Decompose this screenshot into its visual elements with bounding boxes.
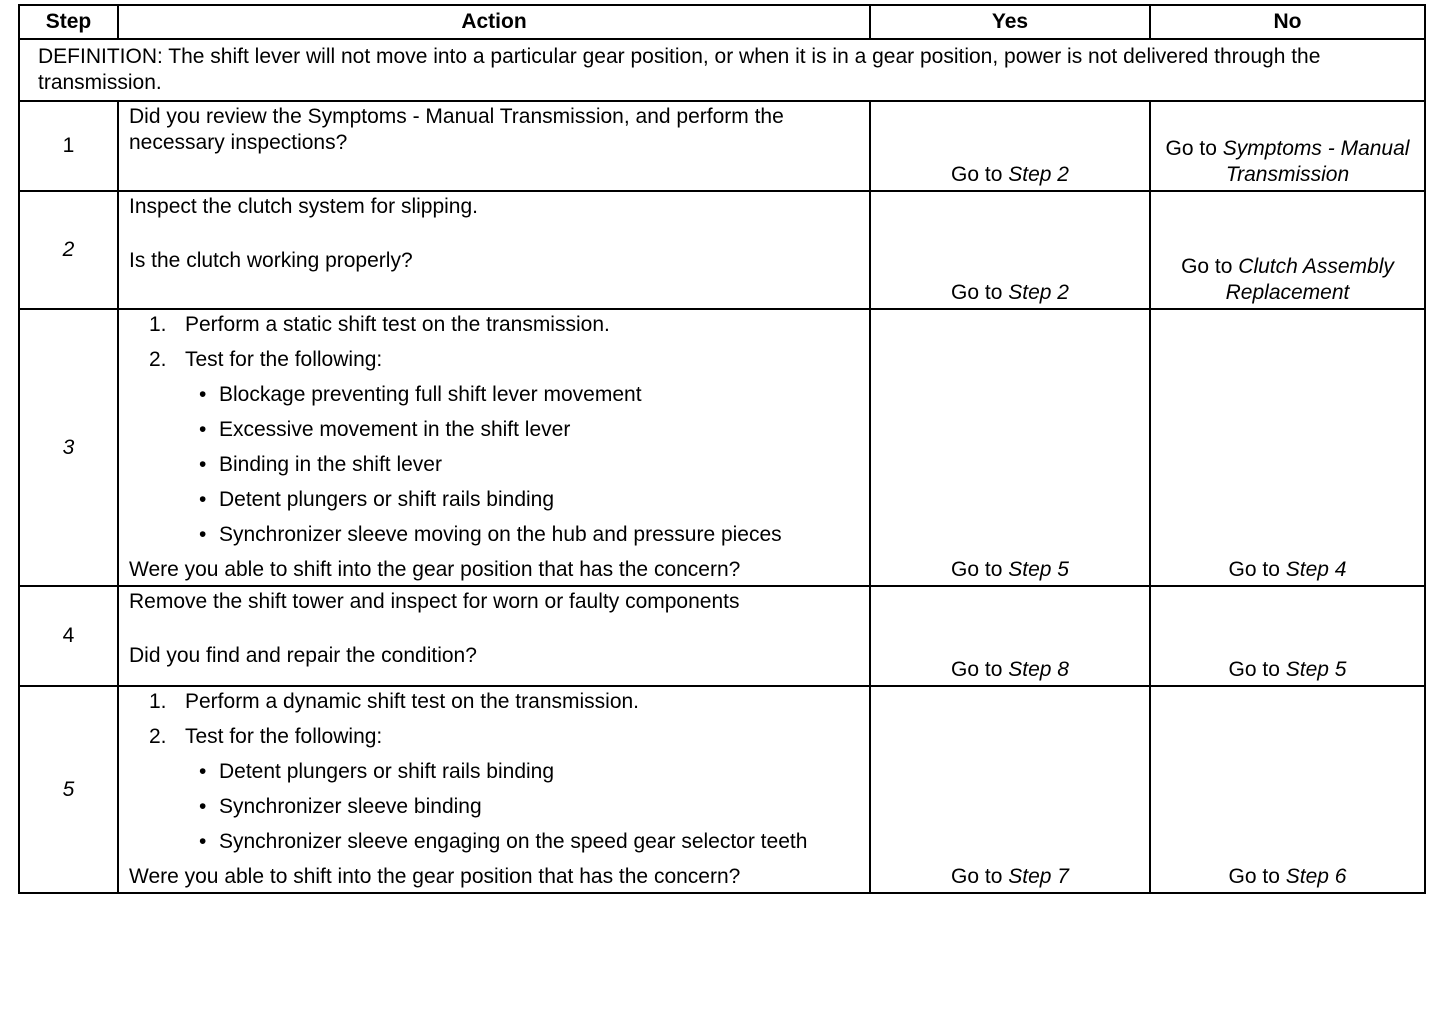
no-prefix: Go to xyxy=(1228,658,1280,681)
procedure-item xyxy=(129,689,859,715)
procedure-text: Test for the following: xyxy=(185,725,383,748)
header-step: Step xyxy=(19,5,118,39)
procedure-text: Test for the following: xyxy=(185,348,383,371)
bullet-icon: • xyxy=(199,523,207,546)
no-link[interactable]: Step 4 xyxy=(1285,558,1347,581)
no-link[interactable]: Clutch Assembly Replacement xyxy=(1225,255,1394,304)
procedure-list xyxy=(129,312,859,548)
no-prefix: Go to xyxy=(1228,865,1280,888)
no-cell xyxy=(1150,586,1425,686)
procedure-text: Perform a dynamic shift test on the transmission. xyxy=(185,690,640,713)
table-row xyxy=(19,191,1425,309)
action-cell xyxy=(118,309,870,586)
action-cell xyxy=(118,586,870,686)
bullet-item: • Synchronizer sleeve engaging on the speed gear selector teeth xyxy=(199,830,808,853)
header-yes: Yes xyxy=(870,5,1150,39)
table-row xyxy=(19,586,1425,686)
table-row xyxy=(19,309,1425,586)
bullet-item: • Blockage preventing full shift lever movement xyxy=(199,383,642,406)
no-prefix: Go to xyxy=(1165,137,1217,160)
yes-cell xyxy=(870,309,1150,586)
yes-cell xyxy=(870,686,1150,893)
bullet-icon: • xyxy=(199,830,207,853)
yes-prefix: Go to xyxy=(951,163,1003,186)
step-number: 5 xyxy=(19,686,118,893)
bullet-item: • Synchronizer sleeve binding xyxy=(199,795,482,818)
header-row xyxy=(19,5,1425,39)
action-question: Did you find and repair the condition? xyxy=(129,644,477,667)
bullet-item: • Detent plungers or shift rails binding xyxy=(199,760,555,783)
bullet-icon: • xyxy=(199,795,207,818)
yes-cell xyxy=(870,191,1150,309)
procedure-text: Perform a static shift test on the transmission. xyxy=(185,313,610,336)
header-action: Action xyxy=(118,5,870,39)
no-link[interactable]: Symptoms - Manual Transmission xyxy=(1222,137,1410,186)
bullet-item: • Synchronizer sleeve moving on the hub and pressure pieces xyxy=(199,523,782,546)
no-cell xyxy=(1150,101,1425,191)
bullet-item: • Excessive movement in the shift lever xyxy=(199,418,571,441)
yes-prefix: Go to xyxy=(951,558,1003,581)
bullet-icon: • xyxy=(199,488,207,511)
step-number: 3 xyxy=(19,309,118,586)
action-text: Remove the shift tower and inspect for worn or faulty components xyxy=(129,590,740,613)
action-question: Were you able to shift into the gear position that has the concern? xyxy=(129,865,741,888)
action-cell xyxy=(118,686,870,893)
procedure-number: 1. xyxy=(149,313,167,336)
action-question: Is the clutch working properly? xyxy=(129,249,413,272)
yes-link[interactable]: Step 2 xyxy=(1008,281,1069,304)
table-row xyxy=(19,101,1425,191)
no-cell xyxy=(1150,686,1425,893)
procedure-number: 1. xyxy=(149,690,167,713)
yes-prefix: Go to xyxy=(951,281,1003,304)
yes-cell xyxy=(870,101,1150,191)
step-number: 4 xyxy=(19,586,118,686)
bullet-icon: • xyxy=(199,453,207,476)
procedure-number: 2. xyxy=(149,348,167,371)
no-cell xyxy=(1150,191,1425,309)
yes-prefix: Go to xyxy=(951,658,1003,681)
definition-row xyxy=(19,39,1425,101)
no-link[interactable]: Step 5 xyxy=(1285,658,1347,681)
no-cell xyxy=(1150,309,1425,586)
yes-prefix: Go to xyxy=(951,865,1003,888)
yes-link[interactable]: Step 2 xyxy=(1008,163,1069,186)
definition-text: DEFINITION: The shift lever will not move into a particular gear position, or when it is in a gear position, power is not delivered through the transmission. xyxy=(19,39,1425,101)
yes-link[interactable]: Step 7 xyxy=(1008,865,1069,888)
yes-cell xyxy=(870,586,1150,686)
bullet-icon: • xyxy=(199,418,207,441)
diagnostic-table xyxy=(18,4,1426,894)
action-question: Were you able to shift into the gear position that has the concern? xyxy=(129,558,741,581)
yes-link[interactable]: Step 8 xyxy=(1008,658,1069,681)
no-prefix: Go to xyxy=(1181,255,1233,278)
bullet-icon: • xyxy=(199,383,207,406)
action-text: Inspect the clutch system for slipping. xyxy=(129,195,478,218)
bullet-item: • Detent plungers or shift rails binding xyxy=(199,488,555,511)
header-no: No xyxy=(1150,5,1425,39)
yes-link[interactable]: Step 5 xyxy=(1008,558,1069,581)
table-row xyxy=(19,686,1425,893)
bullet-item: • Binding in the shift lever xyxy=(199,453,442,476)
bullet-list xyxy=(185,759,859,855)
step-number: 2 xyxy=(19,191,118,309)
action-cell xyxy=(118,191,870,309)
procedure-item xyxy=(129,347,859,548)
procedure-item xyxy=(129,312,859,338)
step-number: 1 xyxy=(19,101,118,191)
procedure-item xyxy=(129,724,859,855)
procedure-number: 2. xyxy=(149,725,167,748)
bullet-list xyxy=(185,382,859,548)
action-text: Did you review the Symptoms - Manual Transmission, and perform the necessary inspections? xyxy=(118,101,870,191)
bullet-icon: • xyxy=(199,760,207,783)
no-prefix: Go to xyxy=(1228,558,1280,581)
procedure-list xyxy=(129,689,859,855)
no-link[interactable]: Step 6 xyxy=(1285,865,1347,888)
